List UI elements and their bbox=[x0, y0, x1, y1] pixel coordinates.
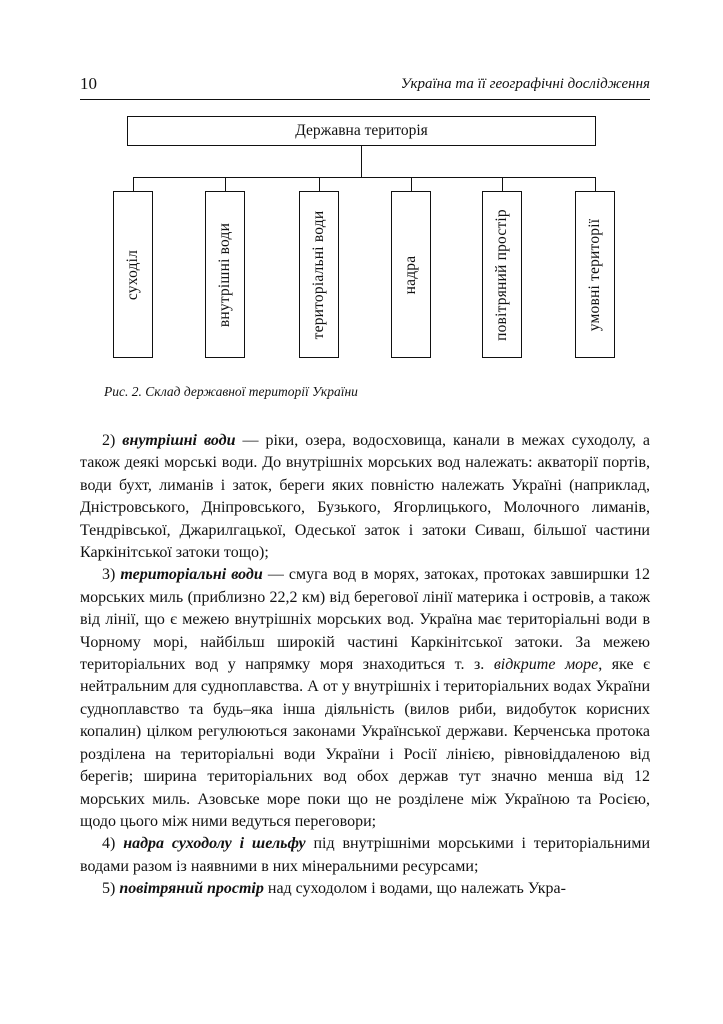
diagram-leaf-inland-waters bbox=[205, 191, 245, 358]
paragraph-text: — ріки, озера, водосховища, канали в межах суходолу, а також деякі морські води. До внутрішніх морських вод належать: акваторії портів, води бухт, лиманів і заток, береги яких повністю належать Україні (наприклад, Дністровського, Дніпровського, Бузького, Ягорлицького, Молочного лиманів, Тендрівської, Джарилгацької, Одеської заток і затоки Сиваш, більшої частини Каркінітської затоки тощо); bbox=[80, 432, 651, 562]
diagram-leaf-label: умовні території bbox=[586, 218, 603, 331]
diagram-root-label: Державна територія bbox=[295, 122, 428, 139]
diagram-leaf-label: внутрішні води bbox=[216, 222, 233, 327]
diagram-branch-line bbox=[319, 177, 320, 191]
diagram-branch-line bbox=[502, 177, 503, 191]
paragraph-text: — смуга вод в морях, затоках, протоках завширшки 12 морських миль (приблизно 22,2 км) від берегової лінії материка і островів, а також від лінії, що є межею внутрішніх морських вод. Україна має територіальні води в Чорному морі, найбільш широкій частині Каркінітської затоки. За межею територіальних вод у напрямку моря знаходиться т. з. bbox=[80, 566, 651, 674]
term-subsoil: надра суходолу і шельфу bbox=[123, 835, 306, 853]
diagram-branch-line bbox=[225, 177, 226, 191]
item-number: 5) bbox=[102, 880, 116, 898]
diagram-branch-line bbox=[595, 177, 596, 191]
term-territorial-waters: територіальні води bbox=[120, 566, 263, 584]
diagram-bus-line bbox=[133, 177, 596, 178]
diagram-leaf-land bbox=[113, 191, 153, 358]
diagram-leaf-label: надра bbox=[402, 255, 419, 294]
diagram-root-box bbox=[127, 116, 596, 146]
diagram-branch-line bbox=[411, 177, 412, 191]
diagram-leaf-territorial-waters bbox=[299, 191, 339, 358]
term-airspace: повітряний простір bbox=[119, 880, 264, 898]
paragraph-subsoil bbox=[80, 833, 650, 878]
diagram-leaf-label: повітряний простір bbox=[493, 208, 510, 341]
diagram-leaf-subsoil bbox=[391, 191, 431, 358]
term-inland-waters: внутрішні води bbox=[122, 432, 236, 449]
diagram-leaf-conditional-territories bbox=[575, 191, 615, 358]
diagram-leaf-label: суходіл bbox=[124, 249, 141, 300]
body-text bbox=[80, 430, 650, 901]
paragraph-text: під внутрішніми морськими і територіальними водами разом із наявними в них мінеральними ресурсами; bbox=[80, 835, 651, 875]
page-number: 10 bbox=[80, 74, 97, 93]
territory-diagram bbox=[0, 0, 723, 380]
paragraph-text: над суходолом і водами, що належать Укра- bbox=[263, 880, 566, 898]
diagram-trunk-line bbox=[361, 146, 362, 177]
item-number: 2) bbox=[102, 432, 116, 449]
running-title: Україна та її географічні дослідження bbox=[400, 76, 650, 92]
item-number: 4) bbox=[102, 835, 116, 853]
term-open-sea: відкрите море bbox=[493, 656, 599, 674]
diagram-leaf-label: територіальні води bbox=[310, 210, 327, 339]
diagram-leaf-airspace bbox=[482, 191, 522, 358]
item-number: 3) bbox=[102, 566, 116, 584]
diagram-branch-line bbox=[133, 177, 134, 191]
paragraph-airspace bbox=[80, 878, 650, 900]
paragraph-text: , яке є нейтральним для судноплавства. А от у внутрішніх і територіальних водах України судноплавство та будь–яка інша діяльність (вилов риби, видобуток корисних копалин) цілком регулюються законами Української держави. Керченська протока розділена на територіальні води України і Росії лінією, рівновіддаленою від берегів; ширина територіальних вод обох держав тут значно менша від 12 морських миль. Азовське море поки що не розділене між Україною та Росією, щодо цього між ними ведуться переговори; bbox=[80, 656, 651, 830]
paragraph-inland-waters bbox=[80, 430, 650, 564]
figure-caption: Рис. 2. Склад державної території України bbox=[104, 384, 358, 399]
paragraph-territorial-waters bbox=[80, 564, 650, 833]
